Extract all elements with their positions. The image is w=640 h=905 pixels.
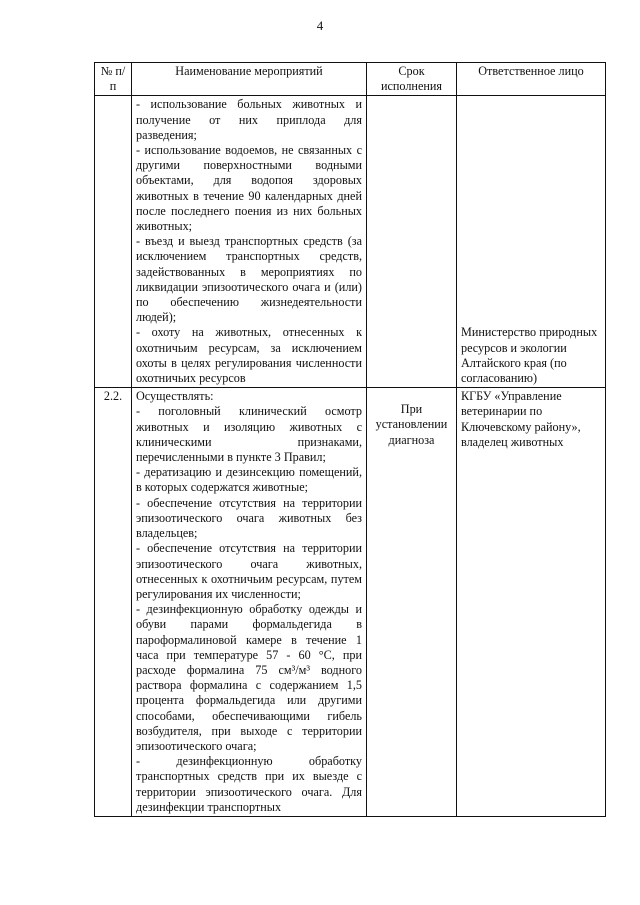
row1-actions: [132, 96, 367, 388]
table-row: [95, 96, 606, 388]
list-item: - дератизацию и дезинсекцию помещений, в которых содержатся животные;: [136, 465, 362, 495]
row2-actions: [132, 388, 367, 817]
measures-table: [94, 62, 606, 817]
row2-term: При установлении диагноза: [367, 388, 457, 817]
list-item: - охоту на животных, отнесенных к охотничьим ресурсам, за исключением охоты в целях регулирования численности охотничьих ресурсов: [136, 325, 362, 386]
header-num: № п/п: [95, 63, 132, 96]
row1-responsible: Министерство природных ресурсов и экологии Алтайского края (по согласованию): [457, 96, 606, 388]
table-header-row: [95, 63, 606, 96]
row2-intro: Осуществлять:: [136, 389, 214, 404]
list-item: - обеспечение отсутствия на территории эпизоотического очага животных, отнесенных к охотничьим ресурсам, путем регулирования их численности;: [136, 541, 362, 601]
row1-num: [95, 96, 132, 388]
header-term: Срок исполнения: [367, 63, 457, 96]
header-name: Наименование мероприятий: [132, 63, 367, 96]
list-item: - въезд и выезд транспортных средств (за исключением транспортных средств, задействованных в мероприятиях по ликвидации эпизоотического очага и (или) по обеспечению жизнедеятельности людей);: [136, 234, 362, 325]
list-item: - использование водоемов, не связанных с другими поверхностными водными объектами, для водопоя здоровых животных в течение 90 календарных дней после последнего поения из них больных животных;: [136, 143, 362, 234]
table-row: [95, 388, 606, 817]
row2-responsible: КГБУ «Управление ветеринарии по Ключевскому району», владелец животных: [457, 388, 606, 817]
header-responsible: Ответственное лицо: [457, 63, 606, 96]
list-item: - обеспечение отсутствия на территории эпизоотического очага животных без владельцев;: [136, 495, 362, 541]
list-item: - дезинфекционную обработку одежды и обуви парами формальдегида в пароформалиновой камере в течение 1 часа при температуре 57 - 60 °С, при расходе формалина 75 см³/м³ водного раствора формалина с содержанием 1,5 процента формальдегида или другими способами, обеспечивающими гибель возбудителя, при выходе с территории эпизоотического очага;: [136, 602, 362, 753]
list-item: - использование больных животных и получение от них приплода для разведения;: [136, 97, 362, 142]
list-item: - поголовный клинический осмотр животных и изоляцию животных с клиническими признаками, перечисленными в пункте 3 Правил;: [136, 404, 362, 465]
row1-term: [367, 96, 457, 388]
page-number: 4: [316, 18, 324, 33]
row2-num: 2.2.: [95, 388, 132, 817]
list-item: - дезинфекционную обработку транспортных средств при их выезде с территории эпизоотического очага. Для дезинфекции транспортных: [136, 754, 362, 814]
